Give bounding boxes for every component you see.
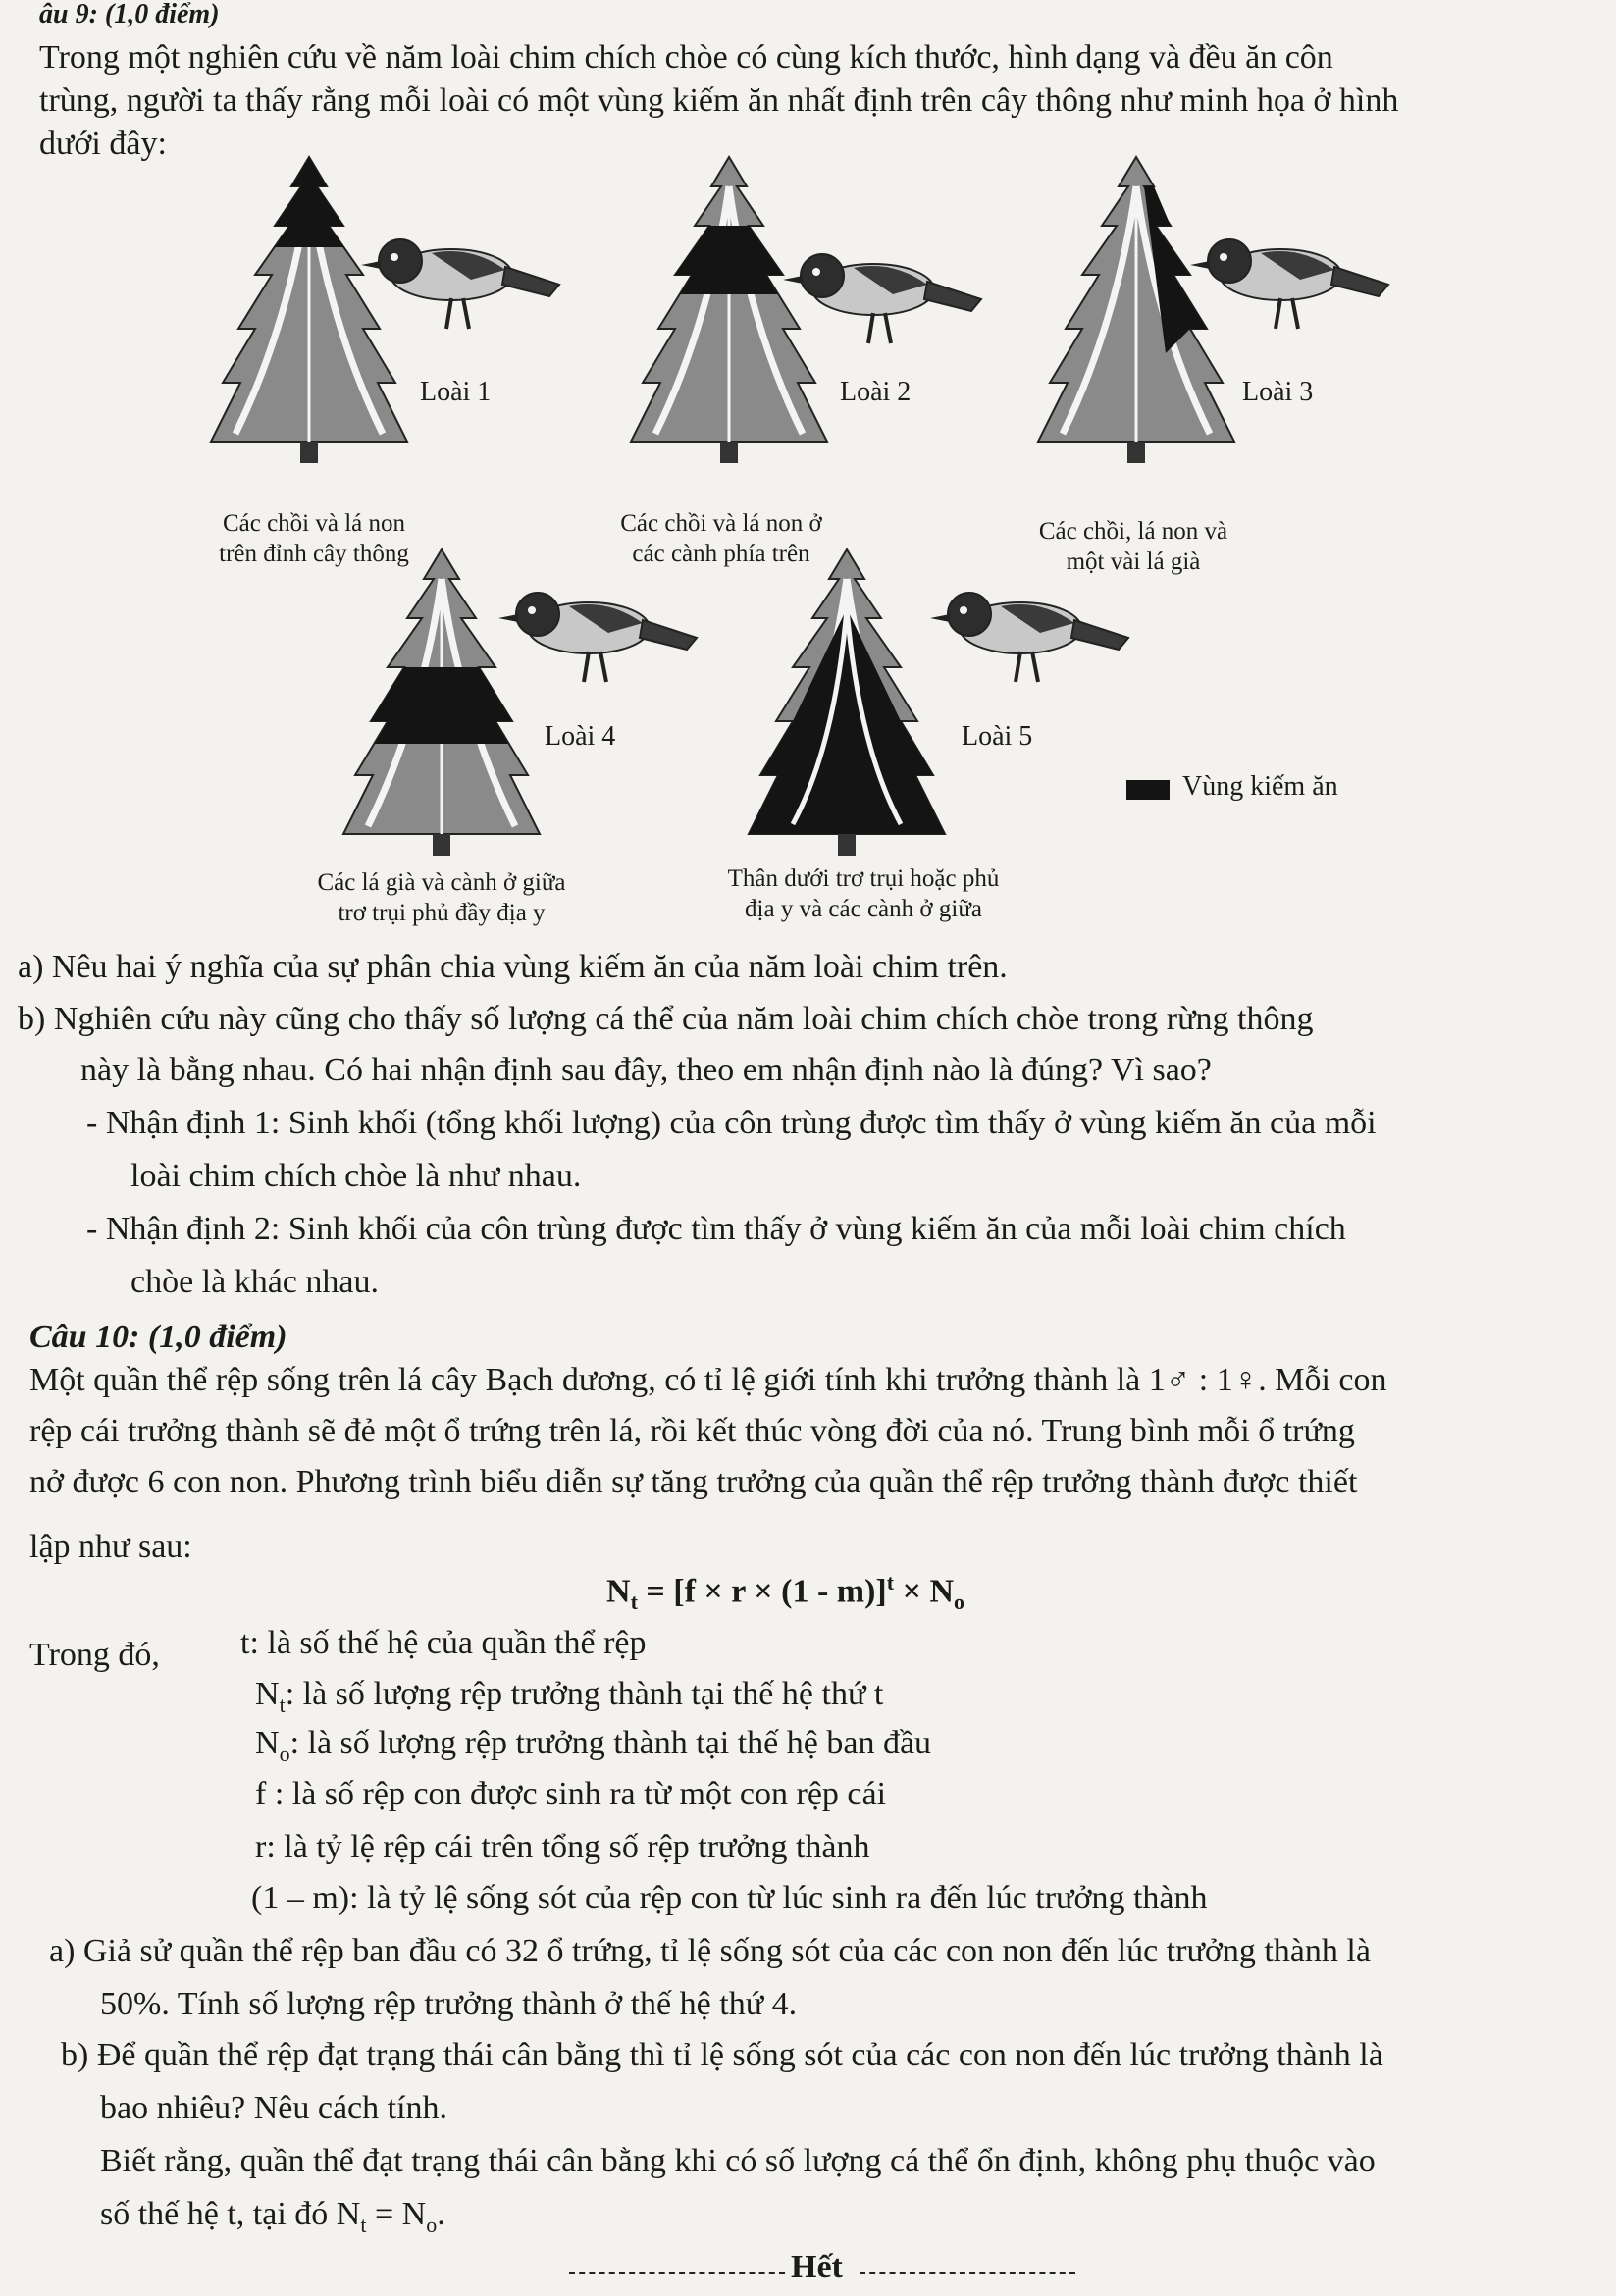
caption-species-3: Các chồi, lá non và một vài lá già [1038, 518, 1228, 575]
definition-no: $N_o$: là số lượng rệp trưởng thành tại thế hệ ban đầu [255, 1725, 932, 1766]
q10-note-line2: số thế hệ t, tại đó $N_t = N_o$. [100, 2196, 445, 2237]
q9-statement1-line1: - Nhận định 1: Sinh khối (tổng khối lượng) của côn trùng được tìm thấy ở vùng kiếm ăn của mỗi [86, 1105, 1377, 1141]
tree-species-3 [1038, 157, 1234, 463]
tree-species-1 [211, 157, 407, 463]
definition-t: t: là số thế hệ của quần thể rệp [240, 1625, 647, 1661]
q9-part-b-line1: b) Nghiên cứu này cũng cho thấy số lượng cá thể của năm loài chim chích chòe trong rừng thông [18, 1001, 1314, 1037]
tree-species-4 [343, 549, 540, 856]
q9-paragraph-line3: dưới đây: [39, 126, 167, 162]
q10-part-a-line2: 50%. Tính số lượng rệp trưởng thành ở thế hệ thứ 4. [100, 1986, 798, 2022]
caption-species-2: Các chồi và lá non ở các cành phía trên [620, 510, 822, 567]
species-label-4: Loài 4 [545, 721, 616, 752]
q10-paragraph-line2: rệp cái trưởng thành sẽ đẻ một ổ trứng trên lá, rồi kết thúc vòng đời của nó. Trung bình mỗi ổ trứng [29, 1413, 1355, 1449]
species-label-5: Loài 5 [962, 721, 1033, 752]
tree-species-5 [749, 549, 945, 856]
figure-drawing [0, 0, 1616, 883]
tree-species-2 [631, 157, 827, 463]
q10-part-a-line1: a) Giả sử quần thể rệp ban đầu có 32 ổ trứng, tỉ lệ sống sót của các con non đến lúc trưởng thành là [49, 1933, 1371, 1969]
definition-survival: (1 – m): là tỷ lệ sống sót của rệp con từ lúc sinh ra đến lúc trưởng thành [251, 1880, 1208, 1916]
bird-species-3 [1190, 239, 1388, 329]
definition-nt: $N_t$: là số lượng rệp trưởng thành tại thế hệ thứ t [255, 1676, 884, 1717]
where-label: Trong đó, [29, 1637, 160, 1673]
footer-dash-left [569, 2272, 785, 2274]
bird-species-4 [498, 593, 697, 682]
q10-paragraph-line4: lập như sau: [29, 1529, 192, 1565]
footer-dash-right [860, 2272, 1075, 2274]
q9-paragraph-line2: trùng, người ta thấy rằng mỗi loài có một vùng kiếm ăn nhất định trên cây thông như minh họa ở hình [39, 82, 1399, 119]
bird-species-2 [783, 254, 981, 343]
definition-r: r: là tỷ lệ rệp cái trên tổng số rệp trưởng thành [255, 1829, 870, 1865]
q10-part-b-line1: b) Để quần thể rệp đạt trạng thái cân bằng thì tỉ lệ sống sót của các con non đến lúc trưởng thành là [61, 2037, 1383, 2073]
q9-part-b-line2: này là bằng nhau. Có hai nhận định sau đây, theo em nhận định nào là đúng? Vì sao? [80, 1052, 1212, 1088]
species-label-2: Loài 2 [840, 377, 912, 407]
q9-statement2-line1: - Nhận định 2: Sinh khối của côn trùng được tìm thấy ở vùng kiếm ăn của mỗi loài chim chích [86, 1211, 1346, 1247]
species-label-3: Loài 3 [1242, 377, 1314, 407]
legend-swatch [1126, 780, 1170, 800]
caption-species-1: Các chồi và lá non trên đỉnh cây thông [219, 510, 409, 567]
q9-part-a: a) Nêu hai ý nghĩa của sự phân chia vùng kiếm ăn của năm loài chim trên. [18, 949, 1008, 985]
q10-part-b-line2: bao nhiêu? Nêu cách tính. [100, 2090, 448, 2126]
bird-species-1 [361, 239, 559, 329]
q9-statement2-line2: chòe là khác nhau. [130, 1264, 379, 1300]
q10-header: Câu 10: (1,0 điểm) [29, 1319, 287, 1355]
bird-species-5 [930, 593, 1128, 682]
caption-species-5: Thân dưới trơ trụi hoặc phủ địa y và các cành ở giữa [727, 865, 1000, 922]
q9-statement1-line2: loài chim chích chòe là như nhau. [130, 1158, 582, 1194]
end-label: Hết [791, 2249, 843, 2285]
q10-note-line1: Biết rằng, quần thể đạt trạng thái cân bằng khi có số lượng cá thể ổn định, không phụ thuộc vào [100, 2143, 1376, 2179]
growth-formula: $N_t = [f \times r \times (1 - m)]^t \times N_o$ [606, 1570, 965, 1615]
q9-header: âu 9: (1,0 điểm) [39, 0, 220, 29]
legend-label: Vùng kiếm ăn [1182, 771, 1338, 802]
caption-species-4: Các lá già và cành ở giữa trơ trụi phủ đầy địa y [317, 869, 566, 926]
q10-paragraph-line1: Một quần thể rệp sống trên lá cây Bạch dương, có tỉ lệ giới tính khi trưởng thành là 1♂ : 1♀. Mỗi con [29, 1362, 1387, 1398]
q10-paragraph-line3: nở được 6 con non. Phương trình biểu diễn sự tăng trưởng của quần thể rệp trưởng thành được thiết [29, 1464, 1358, 1500]
q9-paragraph-line1: Trong một nghiên cứu về năm loài chim chích chòe có cùng kích thước, hình dạng và đều ăn côn [39, 39, 1333, 76]
species-label-1: Loài 1 [420, 377, 492, 407]
definition-f: f : là số rệp con được sinh ra từ một con rệp cái [255, 1776, 887, 1812]
